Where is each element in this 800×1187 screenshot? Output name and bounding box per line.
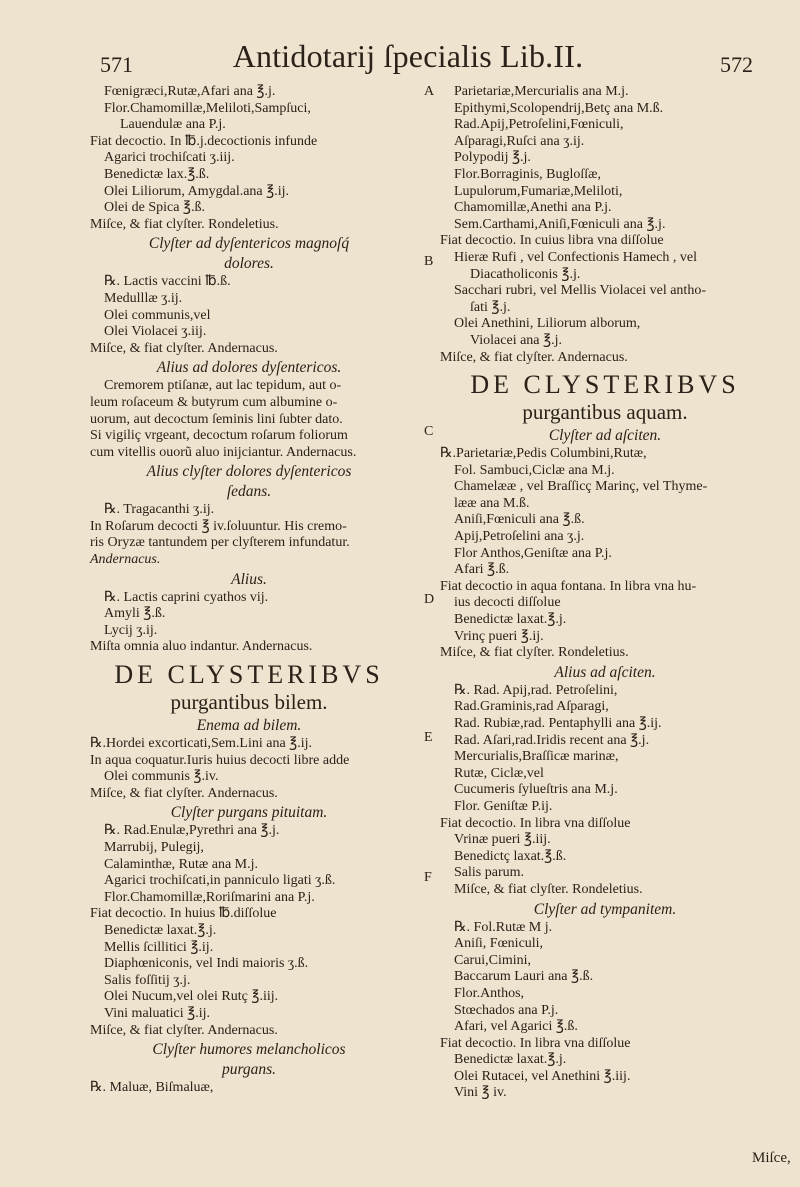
text-line: Benedictæ laxat.℥.j. — [454, 1052, 567, 1068]
text-line: ℞.Parietariæ,Pedis Columbini,Rutæ, — [440, 446, 647, 462]
text-line: Benedictæ laxat.℥.j. — [454, 612, 567, 628]
text-line: Lycij ʒ.ij. — [104, 622, 158, 638]
text-line: Olei Rutacei, vel Anethini ℥.iij. — [454, 1068, 631, 1084]
text-line: Violacei ana ℥.j. — [470, 332, 562, 348]
text-line: leum roſaceum & butyrum cum albumine o- — [90, 394, 338, 410]
text-line: Flor.Chamomillæ,Meliloti,Sampſuci, — [104, 100, 311, 116]
text-line: Fol. Sambuci,Ciclæ ana M.j. — [454, 462, 615, 478]
text-line: Fiat decoctio. In libra vna diſſolue — [440, 815, 631, 831]
text-line: ℞. Lactis vaccini ℔.ß. — [104, 274, 231, 290]
recipe-title: purgans. — [221, 1061, 277, 1079]
text-line: Miſce, & fiat clyſter. Rondeletius. — [454, 881, 643, 897]
text-line: ℞. Tragacanthi ʒ.ij. — [104, 502, 215, 518]
text-line: Olei communis,vel — [104, 307, 211, 323]
text-line: Olei Anethini, Liliorum alborum, — [454, 316, 641, 332]
text-line: Olei communis ℥.iv. — [104, 769, 219, 785]
text-line: Lupulorum,Fumariæ,Meliloti, — [454, 183, 623, 199]
text-line: Vini maluatici ℥.ij. — [104, 1005, 211, 1021]
text-line: Epithymi,Scolopendrij,Betç ana M.ß. — [454, 100, 664, 116]
recipe-title: Clyſter ad tympanitem. — [533, 900, 677, 918]
text-line: Olei Nucum,vel olei Rutç ℥.iij. — [104, 989, 279, 1005]
text-line: Fiat decoctio. In libra vna diſſolue — [440, 1035, 631, 1051]
text-line: In aqua coquatur.Iuris huius decocti libre adde — [90, 752, 350, 768]
text-line: Rad.Apij,Petroſelini,Fœniculi, — [454, 117, 624, 133]
recipe-title: Clyſter ad aſciten. — [548, 427, 662, 445]
text-line: Calaminthæ, Rutæ ana M.j. — [104, 856, 258, 872]
text-line: ris Oryzæ tantundem per clyſterem infundatur. — [90, 535, 350, 551]
running-title: Antidotarij ſpecialis Lib.II. — [232, 38, 584, 74]
text-line: Miſce, & fiat clyſter. Andernacus. — [90, 1022, 278, 1038]
text-line: Vini ℥ iv. — [454, 1085, 507, 1101]
text-line: Benedictæ laxat.℥.j. — [104, 922, 217, 938]
text-line: Flor.Chamomillæ,Roriſmarini ana P.j. — [104, 889, 315, 905]
text-line: Miſce, & fiat clyſter. Andernacus. — [440, 349, 628, 365]
text-line: Medulllæ ʒ.ij. — [104, 290, 183, 306]
text-line: Diacatholiconis ℥.j. — [470, 266, 581, 282]
text-line: Fiat decoctio in aqua fontana. In libra vna hu- — [440, 578, 697, 594]
text-line: Miſce, & fiat clyſter. Andernacus. — [90, 785, 278, 801]
recipe-title: Clyſter purgans pituitam. — [170, 804, 328, 822]
text-line: Benedictç laxat.℥.ß. — [454, 848, 567, 864]
recipe-title: Alius ad aſciten. — [554, 663, 656, 681]
text-line: ℞. Rad. Apij,rad. Petroſelini, — [454, 682, 618, 698]
text-line: Agarici trochiſcati,in panniculo ligati ʒ.ß. — [104, 873, 336, 889]
text-line: Sem.Carthami,Aniſi,Fœniculi ana ℥.j. — [454, 216, 666, 232]
section-heading: purgantibus bilem. — [170, 690, 328, 715]
recipe-title: Alius clyſter dolores dyſentericos — [146, 463, 352, 481]
text-line: Miſta omnia aluo indantur. Andernacus. — [90, 639, 313, 655]
section-heading: purgantibus aquam. — [522, 400, 688, 425]
text-line: Sacchari rubri, vel Mellis Violacei vel antho- — [454, 283, 706, 299]
text-line: Mellis ſcillitici ℥.ij. — [104, 939, 214, 955]
text-line: Lauendulæ ana P.j. — [120, 117, 226, 133]
text-line: Flor.Anthos, — [454, 985, 525, 1001]
recipe-title: Clyſter ad dyſentericos magnoſq́ — [148, 235, 350, 253]
text-line: Amyli ℥.ß. — [104, 606, 166, 622]
text-line: Fiat decoctio. In cuius libra vna diſſolue — [440, 233, 664, 249]
text-line: Chamomillæ,Anethi ana P.j. — [454, 200, 612, 216]
text-line: Miſce, & fiat clyſter. Andernacus. — [90, 340, 278, 356]
text-line: ℞. Lactis caprini cyathos vij. — [104, 589, 269, 605]
catchword: Miſce, — [752, 1150, 791, 1166]
margin-letter-f: F — [424, 870, 432, 885]
text-line: Benedictæ lax.℥.ß. — [104, 166, 210, 182]
text-line: Chamelææ , vel Braſſicç Marinç, vel Thyme- — [454, 479, 708, 495]
text-line: Fœnigræci,Rutæ,Afari ana ℥.j. — [104, 84, 276, 99]
recipe-title: ſedans. — [226, 483, 272, 501]
text-line: Vrinç pueri ℥.ij. — [454, 628, 544, 644]
page-header — [0, 38, 800, 78]
margin-letter-a: A — [424, 84, 435, 99]
text-line: Olei Violacei ʒ.iij. — [104, 324, 207, 340]
section-heading: DE CLYSTERIBVS — [470, 370, 740, 400]
text-line: Apij,Petroſelini ana ʒ.j. — [454, 529, 585, 545]
text-line: Salis parum. — [454, 865, 524, 881]
text-line: ℞. Fol.Rutæ M j. — [454, 919, 553, 935]
text-line: Stœchados ana P.j. — [454, 1002, 559, 1018]
text-line: Aſparagi,Ruſci ana ʒ.ij. — [454, 133, 585, 149]
margin-letter-c: C — [424, 424, 434, 439]
text-line: Flor Anthos,Geniſtæ ana P.j. — [454, 545, 612, 561]
text-line: Si vigiliç vrgeant, decoctum roſarum foliorum — [90, 428, 348, 444]
text-line: Fiat decoctio. In huius ℔.diſſolue — [90, 906, 277, 922]
text-line: Marrubij, Pulegij, — [104, 840, 204, 855]
recipe-title: Alius ad dolores dyſentericos. — [156, 359, 342, 377]
text-line: Rad. Rubiæ,rad. Pentaphylli ana ℥.ij. — [454, 716, 662, 731]
text-line: Mercurialis,Braſſicæ marinæ, — [454, 749, 619, 765]
text-line: Afari ℥.ß. — [454, 562, 510, 578]
text-line: ius decocti diſſolue — [454, 595, 561, 611]
text-line: Cucumeris ſylueſtris ana M.j. — [454, 782, 618, 798]
text-line: Cremorem ptiſanæ, aut lac tepidum, aut o- — [104, 378, 342, 394]
text-line: Polypodij ℥.j. — [454, 150, 531, 166]
text-line: ℞. Maluæ, Biſmaluæ, — [90, 1080, 214, 1096]
text-line: Baccarum Lauri ana ℥.ß. — [454, 969, 594, 985]
right-column — [440, 84, 770, 1102]
text-line: Olei de Spica ℥.ß. — [104, 200, 206, 216]
text-line: Diaphœniconis, vel Indi maioris ʒ.ß. — [104, 956, 309, 972]
text-line: ℞.Hordei excorticati,Sem.Lini ana ℥.ij. — [90, 736, 313, 752]
recipe-title: Enema ad bilem. — [196, 717, 302, 735]
text-line: Agarici trochiſcati ʒ.iij. — [104, 150, 235, 166]
recipe-title: dolores. — [224, 255, 274, 273]
text-line: In Roſarum decocti ℥ iv.ſoluuntur. His cremo- — [90, 518, 347, 534]
text-line: Andernacus. — [90, 552, 161, 568]
text-line: Hieræ Rufi , vel Confectionis Hamech , vel — [454, 249, 697, 265]
left-column — [90, 84, 408, 1097]
text-line: Aniſi,Fœniculi ana ℥.ß. — [454, 512, 585, 528]
text-line: Rutæ, Ciclæ,vel — [454, 765, 544, 781]
page-number-left: 571 — [100, 52, 133, 77]
text-line: Flor.Borraginis, Bugloſſæ, — [454, 166, 602, 182]
section-heading: DE CLYSTERIBVS — [114, 660, 384, 690]
text-line: Olei Liliorum, Amygdal.ana ℥.ij. — [104, 183, 290, 199]
text-line: Salis foſſitij ʒ.j. — [104, 972, 191, 988]
recipe-title: Clyſter humores melancholicos — [152, 1041, 346, 1059]
text-line: Miſce, & fiat clyſter. Rondeletius. — [440, 645, 629, 661]
text-line: cum vitellis ouorũ aluo inijciantur. Andernacus. — [90, 444, 357, 460]
text-line: Aniſi, Fœniculi, — [454, 936, 544, 952]
text-line: Fiat decoctio. In ℔.j.decoctionis infunde — [90, 133, 318, 149]
text-line: Afari, vel Agarici ℥.ß. — [454, 1019, 578, 1035]
recipe-title: Alius. — [231, 570, 267, 588]
text-line: Carui,Cimini, — [454, 952, 531, 968]
text-line: Vrinæ pueri ℥.iij. — [454, 832, 551, 848]
text-line: uorum, aut decoctum ſeminis lini ſubter dato. — [90, 411, 343, 427]
margin-letter-b: B — [424, 254, 434, 269]
text-line: ℞. Rad.Enulæ,Pyrethri ana ℥.j. — [104, 823, 280, 839]
text-line: Miſce, & fiat clyſter. Rondeletius. — [90, 216, 279, 232]
margin-letter-d: D — [424, 592, 435, 607]
text-line: Parietariæ,Mercurialis ana M.j. — [454, 84, 629, 99]
text-line: Flor. Geniſtæ P.ij. — [454, 798, 553, 814]
text-line: Rad. Aſari,rad.Iridis recent ana ℥.j. — [454, 732, 650, 748]
text-line: lææ ana M.ß. — [454, 495, 530, 511]
text-line: ſati ℥.j. — [470, 299, 511, 315]
page-number-right: 572 — [720, 52, 753, 77]
margin-letter-e: E — [424, 730, 433, 745]
text-line: Rad.Graminis,rad Aſparagi, — [454, 699, 609, 715]
